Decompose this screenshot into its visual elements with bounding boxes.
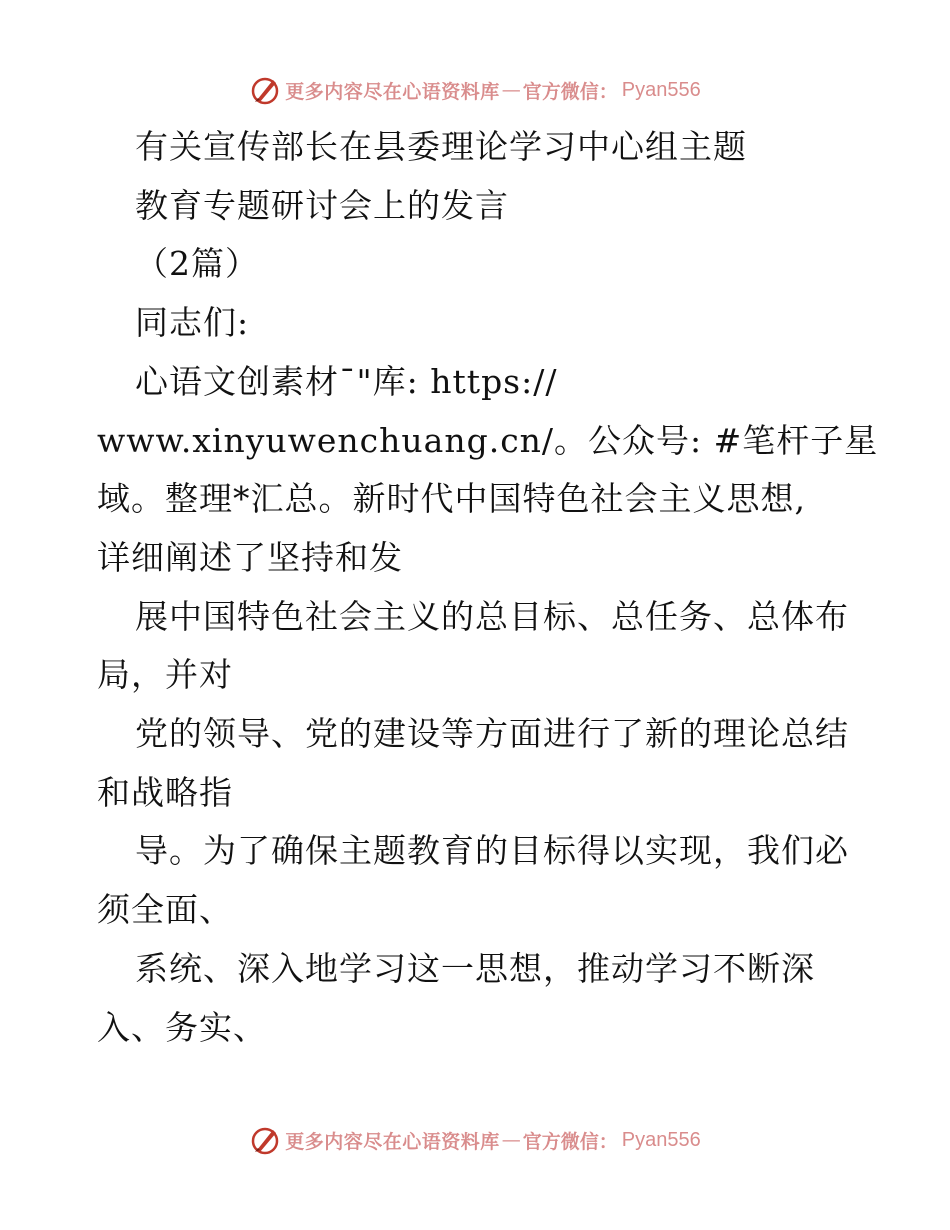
document-body bbox=[97, 118, 879, 1057]
wechat-id: Pyan556 bbox=[621, 78, 701, 101]
document-subtitle: （2篇） bbox=[135, 244, 259, 284]
body-line: 展中国特色社会主义的总目标、总任务、总体布 bbox=[135, 596, 849, 636]
body-line: 系统、深入地学习这一思想，推动学习不断深 bbox=[135, 948, 815, 988]
body-line: 和战略指 bbox=[97, 772, 233, 812]
body-line: 详细阐述了坚持和发 bbox=[97, 537, 403, 577]
body-line: www.xinyuwenchuang.cn/。公众号: #笔杆子星 bbox=[97, 420, 879, 460]
body-line: 导。为了确保主题教育的目标得以实现，我们必 bbox=[135, 831, 849, 871]
footer-banner bbox=[0, 1123, 950, 1157]
body-line: 入、务实、 bbox=[97, 1007, 267, 1047]
body-line: 局，并对 bbox=[97, 655, 233, 695]
wechat-id: Pyan556 bbox=[621, 1128, 701, 1151]
banner-text: 更多内容尽在心语资料库 bbox=[285, 80, 500, 103]
document-title-line-1: 有关宣传部长在县委理论学习中心组主题 bbox=[135, 127, 747, 166]
body-line: 须全面、 bbox=[97, 890, 233, 930]
banner-separator: — bbox=[501, 79, 521, 101]
banner-separator: — bbox=[501, 1129, 521, 1151]
wechat-label: 官方微信： bbox=[522, 80, 618, 103]
quill-logo-icon bbox=[249, 1124, 281, 1156]
salutation: 同志们: bbox=[135, 303, 250, 343]
quill-logo-icon bbox=[249, 74, 281, 106]
body-line: 党的领导、党的建设等方面进行了新的理论总结 bbox=[135, 714, 849, 754]
wechat-label: 官方微信： bbox=[522, 1130, 618, 1153]
document-title-line-2: 教育专题研讨会上的发言 bbox=[135, 185, 509, 225]
header-banner bbox=[0, 73, 950, 107]
body-line: 心语文创素材¯"库: https:// bbox=[135, 361, 558, 401]
banner-text: 更多内容尽在心语资料库 bbox=[285, 1130, 500, 1153]
body-line: 域。整理*汇总。新时代中国特色社会主义思想, bbox=[97, 479, 806, 519]
